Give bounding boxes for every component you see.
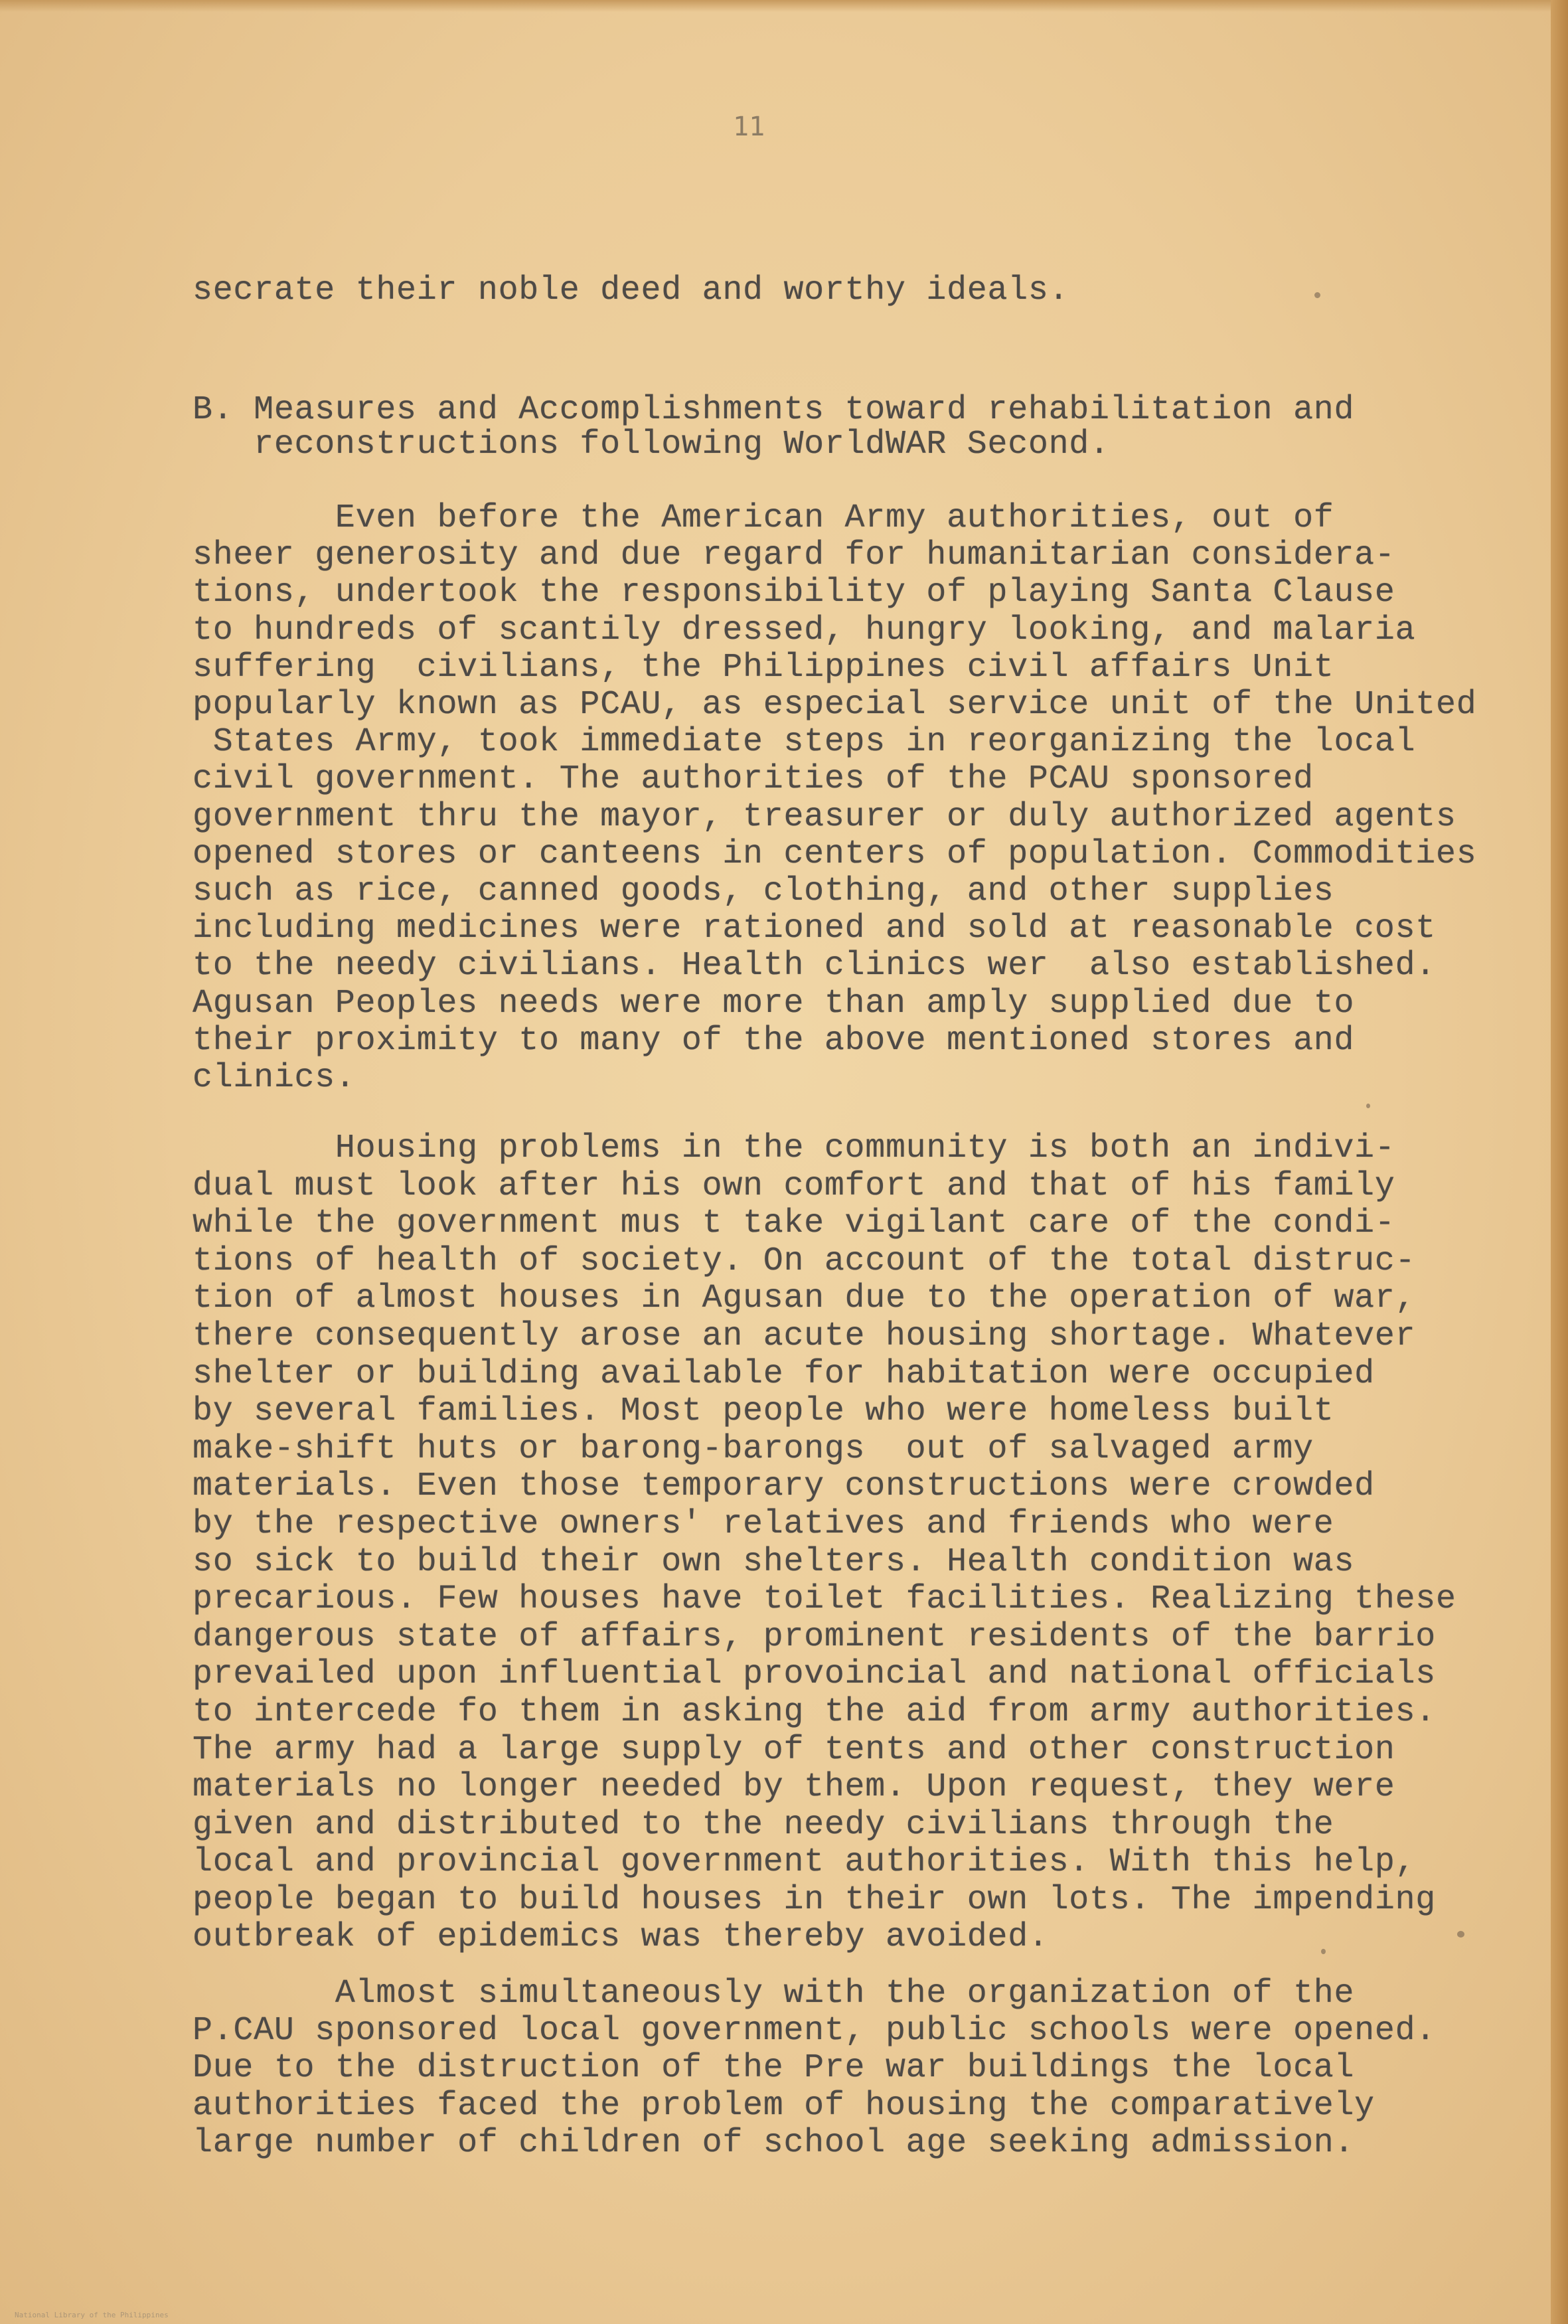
paragraph-housing: Housing problems in the community is both an indivi- dual must look after his own comfort and that of his family while the government mus t take vigilant care of the condi- tions of health of society. On account of the total distruc- tion of almost houses in Agusan due to the operation of war, there consequently arose an acute housing shortage. Whatever shelter or building available for habitation were occupied by several families. Most people who were homeless built make-shift huts or barong-barongs out of salvaged army materials. Even those temporary constructions were crowded by the respective owners' relatives and friends who were so sick to build their own shelters. Health condition was precarious. Few houses have toilet facilities. Realizing these dangerous state of affairs, prominent residents of the barrio prevailed upon influential provoincial and national officials to intercede fo them in asking the aid from army authorities. The army had a large supply of tents and other construction materials no longer needed by them. Upon request, they were given and distributed to the needy civilians through the local and provincial government authorities. With this help, people began to build houses in their own lots. The impending outbreak of epidemics was thereby avoided.	[193, 1129, 1456, 1957]
paper-right-edge	[1551, 0, 1568, 2324]
paper-speck	[1321, 1949, 1326, 1954]
page-number: 11	[733, 112, 765, 142]
paper-speck	[1366, 1104, 1370, 1108]
footer-watermark: National Library of the Philippines	[15, 2311, 169, 2319]
paragraph-pcau: Even before the American Army authorities, out of sheer generosity and due regard for humanitarian considera- tions, undertook the responsibility of playing Santa Clause to hundreds of scantily dressed, hungry looking, and malaria suffering civilians, the Philippines civil affairs Unit popularly known as PCAU, as especial service unit of the United States Army, took immediate steps in reorganizing the local civil government. The authorities of the PCAU sponsored government thru the mayor, treasurer or duly authorized agents opened stores or canteens in centers of population. Commodities such as rice, canned goods, clothing, and other supplies including medicines were rationed and sold at reasonable cost to the needy civilians. Health clinics wer also established. Agusan Peoples needs were more than amply supplied due to their proximity to many of the above mentioned stores and clinics.	[193, 499, 1477, 1098]
paper-speck	[1314, 292, 1320, 298]
paper-speck	[1457, 1931, 1464, 1938]
section-heading: B. Measures and Accomplishments toward rehabilitation and reconstructions following WorldWAR Second.	[193, 391, 1355, 463]
paragraph-schools: Almost simultaneously with the organization of the P.CAU sponsored local government, public schools were opened. Due to the distruction of the Pre war buildings the local authorities faced the problem of housing the comparatively large number of children of school age seeking admission.	[193, 1975, 1436, 2162]
continued-line: secrate their noble deed and worthy ideals.	[193, 272, 1069, 309]
paper-top-edge	[0, 0, 1568, 12]
